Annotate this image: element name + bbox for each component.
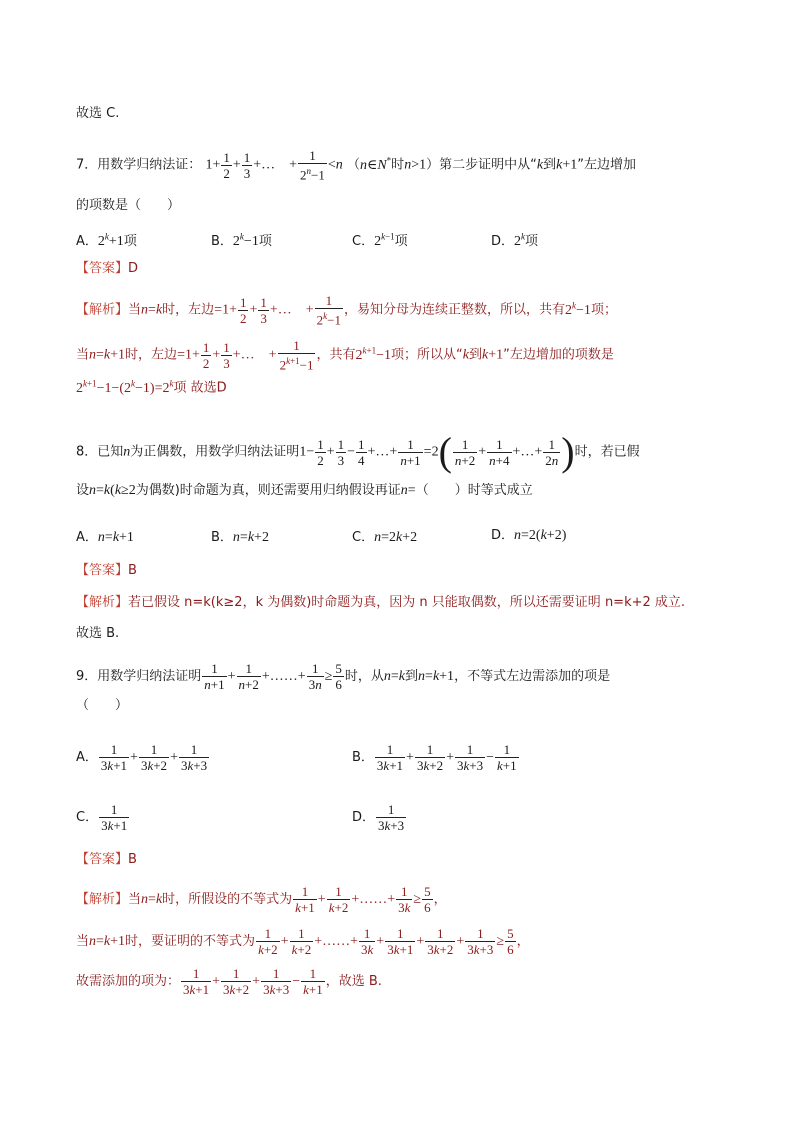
q8-analysis: 【解析】若已假设 n=k(k≥2，k 为偶数)时命题为真，因为 n 只能取偶数，所以还需要证明 n=k+2 成立. (76, 595, 686, 610)
q9-stem-line2: （ ） (76, 698, 129, 713)
q9-analysis-line1: 【解析】当n=k时，所假设的不等式为 $\frac{1}{k+1}$ + $\frac{1}{k+2}$ +……+ $\frac{1}{3k}$ ≥ $\frac{5}{6}$ ， (76, 884, 447, 915)
q9-option-d[interactable]: D． $\frac{1}{3k+3}$ (352, 802, 405, 833)
q8-conclusion: 故选 B. (76, 626, 120, 641)
q7-analysis-line2: 当n=k+1时，左边=1+ $\frac{1}{2}$ + $\frac{1}{3}$ +… + $\frac{1}{2^{k+1}-1}$ ，共有$2^{k+1}-1$项；所以从“k到k+1”左边增加的项数是 (76, 338, 614, 373)
q7-option-d[interactable]: D．2$^k$项 (491, 231, 539, 249)
q7-analysis-line3: $2^{k+1}-1-(2^k-1)=2^k$项 故选D (76, 378, 227, 396)
q7-stem-line2: 的项数是（ ） (76, 198, 181, 213)
q8-answer: 【答案】B (76, 563, 137, 578)
previous-conclusion: 故选 C. (76, 106, 120, 121)
q7-analysis-line1: 【解析】当n=k时，左边=1+ $\frac{1}{2}$ + $\frac{1}{3}$ +… + $\frac{1}{2^k-1}$ ，易知分母为连续正整数，所以，共有$2^k-1$项； (76, 293, 617, 328)
q9-option-b[interactable]: B． $\frac{1}{3k+1}$ + $\frac{1}{3k+2}$ + $\frac{1}{3k+3}$ − $\frac{1}{k+1}$ (352, 742, 517, 773)
q8-option-b[interactable]: B．n=k+2 (211, 530, 269, 545)
q8-stem-line2: 设n=k(k≥2为偶数)时命题为真，则还需要用归纳假设再证n=（ ）时等式成立 (76, 483, 533, 498)
q8-option-d[interactable]: D．n=2(k+2) (491, 528, 567, 543)
q9-stem: 9．用数学归纳法证明 $\frac{1}{n+1}$ + $\frac{1}{n+2}$ +……+ $\frac{1}{3n}$ ≥ $\frac{5}{6}$ 时，从n=k到n=k+1，不等式左边需添加的项是 (76, 661, 611, 692)
q9-option-a[interactable]: A． $\frac{1}{3k+1}$ + $\frac{1}{3k+2}$ + $\frac{1}{3k+3}$ (76, 742, 208, 773)
q7-option-b[interactable]: B．$2^k-1$项 (211, 231, 272, 249)
q9-option-c[interactable]: C． $\frac{1}{3k+1}$ (76, 802, 128, 833)
q7-answer: 【答案】D (76, 261, 139, 276)
q7-option-c[interactable]: C．$2^{k-1}$项 (352, 231, 408, 249)
q8-option-c[interactable]: C．n=2k+2 (352, 530, 418, 545)
q8-option-a[interactable]: A．n=k+1 (76, 530, 134, 545)
q7-option-a[interactable]: A．$2^k+1$项 (76, 231, 137, 249)
q9-analysis-line3: 故需添加的项为： $\frac{1}{3k+1}$ + $\frac{1}{3k+2}$ + $\frac{1}{3k+3}$ − $\frac{1}{k+1}$ ，故选 B. (76, 966, 382, 997)
q9-answer: 【答案】B (76, 852, 137, 867)
q7-stem: 7．用数学归纳法证： 1+ $\frac{1}{2}$ + $\frac{1}{3}$ +… + $\frac{1}{2^n-1}$ <n （n∈N*时n>1）第二步证明中从“k到k+1”左边增加 (76, 148, 636, 183)
q9-analysis-line2: 当n=k+1时，要证明的不等式为 $\frac{1}{k+2}$ + $\frac{1}{k+2}$ +……+ $\frac{1}{3k}$ + $\frac{1}{3k+1}$ + $\frac{1}{3k+2}$ + $\frac{1}{3k+3}$ ≥ $\frac{5}{6}$ ， (76, 926, 530, 957)
q8-stem: 8．已知n为正偶数，用数学归纳法证明1− $\frac{1}{2}$ + $\frac{1}{3}$ − $\frac{1}{4}$ +…+ $\frac{1}{n+1}$ =2( $\frac{1}{n+2}$ + $\frac{1}{n+4}$ +…+ $\frac{1}{2n}$ )时，若已假 (76, 429, 640, 474)
